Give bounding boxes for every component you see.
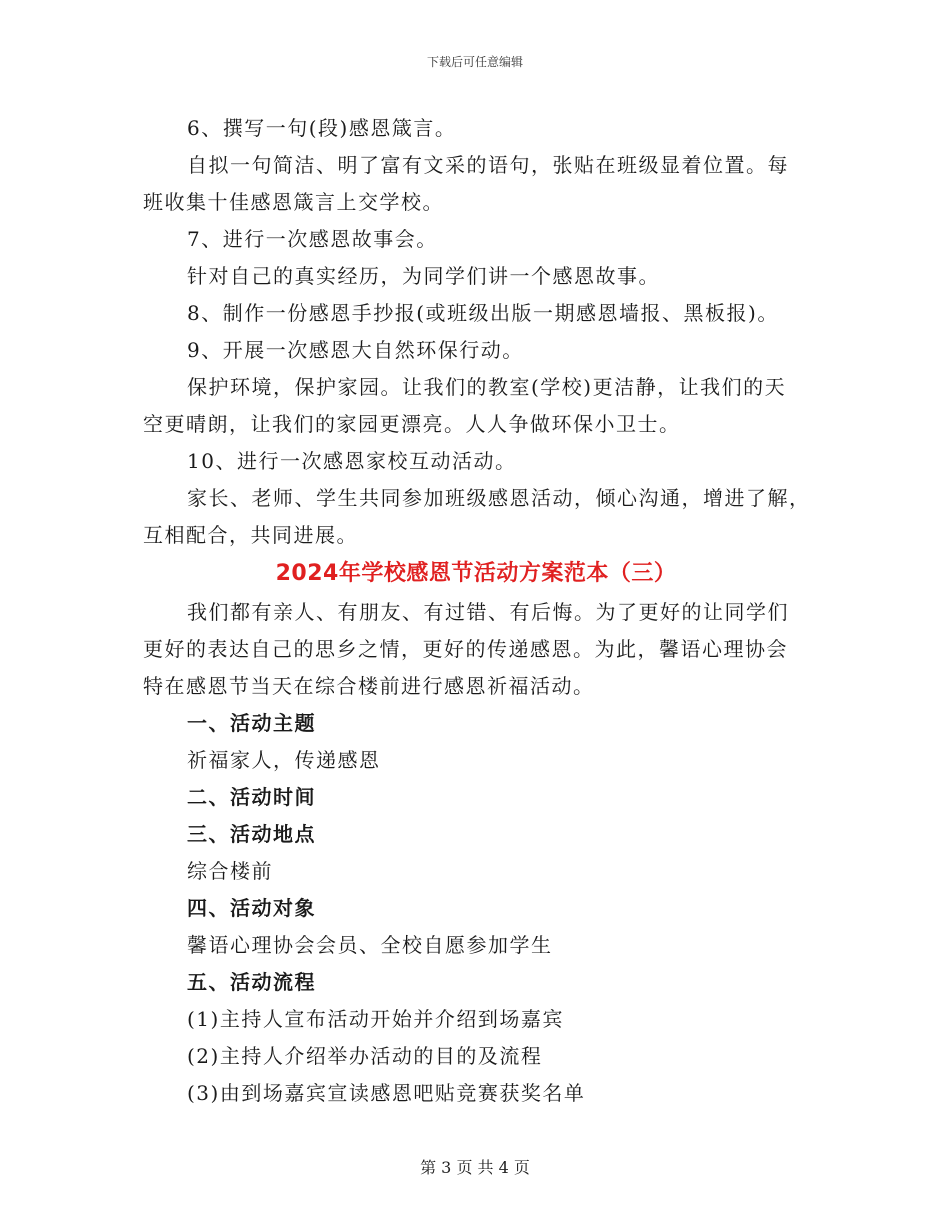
activity-flow-title: 五、活动流程 [187,970,316,994]
activity-place-body: 综合楼前 [187,859,273,883]
item-6-body-line: 自拟一句简洁、明了富有文采的语句，张贴在班级显着位置。每 [187,153,789,177]
activity-audience-body: 馨语心理协会会员、全校自愿参加学生 [187,933,553,957]
flow-step: (3)由到场嘉宾宣读感恩吧贴竞赛获奖名单 [187,1081,586,1105]
activity-theme-body: 祈福家人，传递感恩 [187,748,381,772]
item-9-title: 9、开展一次感恩大自然环保行动。 [187,338,524,362]
item-10-title: 10、进行一次感恩家校互动活动。 [187,449,517,473]
item-10-body-line: 家长、老师、学生共同参加班级感恩活动，倾心沟通，增进了解， [187,486,811,510]
item-9-body-line: 保护环境，保护家园。让我们的教室(学校)更洁静，让我们的天 [187,375,787,399]
item-6-body-line: 班收集十佳感恩箴言上交学校。 [143,190,444,214]
flow-step: (2)主持人介绍举办活动的目的及流程 [187,1044,543,1068]
activity-theme-title: 一、活动主题 [187,711,316,735]
item-7-title: 7、进行一次感恩故事会。 [187,227,438,251]
item-7-body: 针对自己的真实经历，为同学们讲一个感恩故事。 [187,264,660,288]
intro-line: 特在感恩节当天在综合楼前进行感恩祈福活动。 [143,674,595,698]
activity-audience-title: 四、活动对象 [187,896,316,920]
item-9-body-line: 空更晴朗，让我们的家园更漂亮。人人争做环保小卫士。 [143,412,681,436]
item-8-title: 8、制作一份感恩手抄报(或班级出版一期感恩墙报、黑板报)。 [187,301,779,325]
intro-line: 我们都有亲人、有朋友、有过错、有后悔。为了更好的让同学们 [187,600,789,624]
item-6-title: 6、撰写一句(段)感恩箴言。 [187,116,457,140]
activity-place-title: 三、活动地点 [187,822,316,846]
item-10-body-line: 互相配合，共同进展。 [143,523,358,547]
page-header-note: 下载后可任意编辑 [426,55,523,69]
section-heading: 2024年学校感恩节活动方案范本（三） [275,561,677,586]
intro-line: 更好的表达自己的思乡之情，更好的传递感恩。为此，馨语心理协会 [143,637,788,661]
page-number: 第 3 页 共 4 页 [420,1158,530,1177]
activity-time-title: 二、活动时间 [187,785,316,809]
flow-step: (1)主持人宣布活动开始并介绍到场嘉宾 [187,1007,564,1031]
document-body [143,110,809,1112]
